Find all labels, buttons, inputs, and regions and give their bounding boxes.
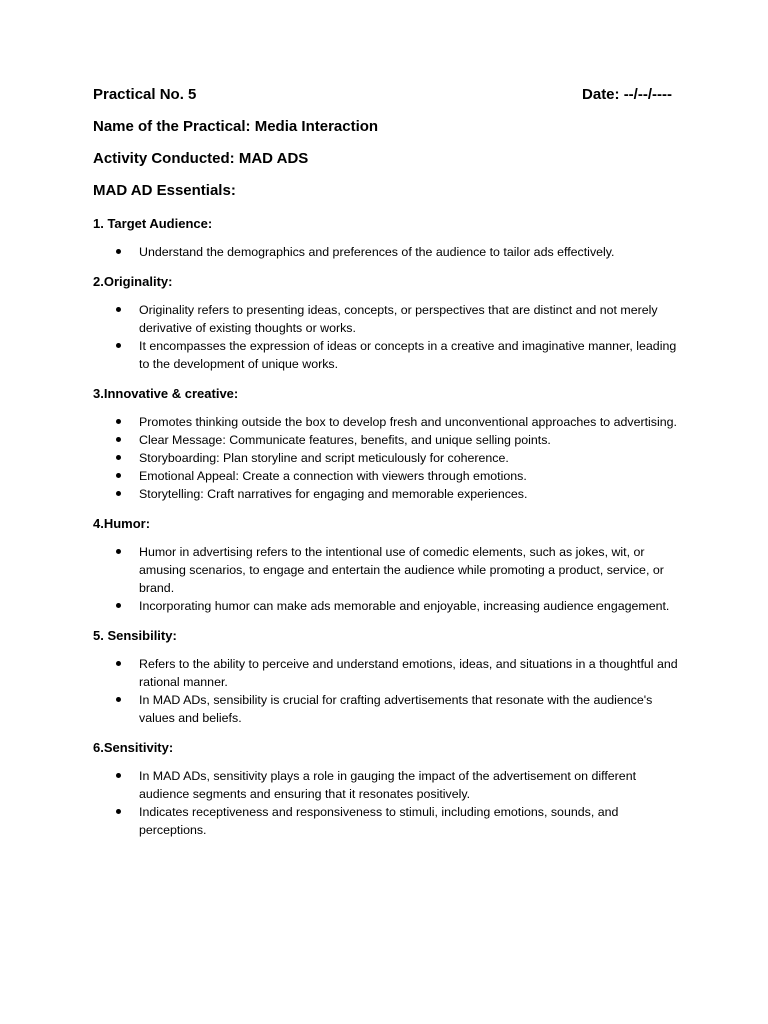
section-title-sensibility: 5. Sensibility:: [93, 628, 177, 643]
bullet-list-sensitivity: [93, 767, 683, 839]
section-title-innovative-creative: 3.Innovative & creative:: [93, 386, 239, 401]
bullet-text: Refers to the ability to perceive and understand emotions, ideas, and situations in a thoughtful and rational manner.: [139, 657, 678, 689]
bullet-text: Originality refers to presenting ideas, concepts, or perspectives that are distinct and not merely derivative of existing thoughts or works.: [139, 303, 658, 335]
bullet-icon: [116, 603, 121, 608]
list-item: [93, 337, 683, 373]
list-item: [93, 543, 683, 597]
practical-number: Practical No. 5: [93, 86, 197, 103]
bullet-text: Storytelling: Craft narratives for engaging and memorable experiences.: [139, 487, 528, 501]
bullet-icon: [116, 473, 121, 478]
bullet-icon: [116, 455, 121, 460]
section-title-originality: 2.Originality:: [93, 274, 173, 289]
bullet-icon: [116, 491, 121, 496]
bullet-list-originality: [93, 301, 683, 373]
bullet-icon: [116, 437, 121, 442]
list-item: [93, 413, 683, 431]
list-item: [93, 449, 683, 467]
bullet-list-sensibility: [93, 655, 683, 727]
list-item: [93, 431, 683, 449]
section-title-sensitivity: 6.Sensitivity:: [93, 740, 174, 755]
practical-name: Name of the Practical: Media Interaction: [93, 118, 379, 135]
bullet-icon: [116, 661, 121, 666]
list-item: [93, 803, 683, 839]
list-item: [93, 767, 683, 803]
list-item: [93, 467, 683, 485]
bullet-text: Promotes thinking outside the box to develop fresh and unconventional approaches to advertising.: [139, 415, 677, 429]
bullet-icon: [116, 773, 121, 778]
bullet-text: Storyboarding: Plan storyline and script meticulously for coherence.: [139, 451, 509, 465]
list-item: [93, 691, 683, 727]
list-item: [93, 655, 683, 691]
bullet-icon: [116, 809, 121, 814]
bullet-text: Clear Message: Communicate features, benefits, and unique selling points.: [139, 433, 551, 447]
bullet-icon: [116, 419, 121, 424]
list-item: [93, 243, 683, 261]
bullet-icon: [116, 307, 121, 312]
bullet-list-innovative-creative: [93, 413, 683, 503]
date-field: Date: --/--/----: [582, 86, 672, 103]
bullet-icon: [116, 249, 121, 254]
bullet-icon: [116, 549, 121, 554]
activity-conducted: Activity Conducted: MAD ADS: [93, 150, 309, 167]
list-item: [93, 301, 683, 337]
bullet-text: Understand the demographics and preferences of the audience to tailor ads effectively.: [139, 245, 615, 259]
bullet-icon: [116, 343, 121, 348]
bullet-text: Humor in advertising refers to the intentional use of comedic elements, such as jokes, wit, or amusing scenarios, to engage and entertain the audience while promoting a product, service, or brand.: [139, 545, 664, 595]
bullet-text: Emotional Appeal: Create a connection with viewers through emotions.: [139, 469, 527, 483]
bullet-list-target-audience: [93, 243, 683, 261]
bullet-icon: [116, 697, 121, 702]
section-title-humor: 4.Humor:: [93, 516, 151, 531]
bullet-text: In MAD ADs, sensibility is crucial for crafting advertisements that resonate with the audience's values and beliefs.: [139, 693, 653, 725]
bullet-text: Incorporating humor can make ads memorable and enjoyable, increasing audience engagement.: [139, 599, 670, 613]
bullet-text: Indicates receptiveness and responsiveness to stimuli, including emotions, sounds, and perceptions.: [139, 805, 619, 837]
list-item: [93, 597, 683, 615]
essentials-heading: MAD AD Essentials:: [93, 182, 236, 199]
bullet-text: In MAD ADs, sensitivity plays a role in gauging the impact of the advertisement on different audience segments and ensuring that it resonates positively.: [139, 769, 637, 801]
bullet-list-humor: [93, 543, 683, 615]
document-body: [93, 86, 683, 839]
bullet-text: It encompasses the expression of ideas or concepts in a creative and imaginative manner, leading to the development of unique works.: [139, 339, 677, 371]
list-item: [93, 485, 683, 503]
header-row: [93, 86, 683, 110]
section-title-target-audience: 1. Target Audience:: [93, 216, 213, 231]
